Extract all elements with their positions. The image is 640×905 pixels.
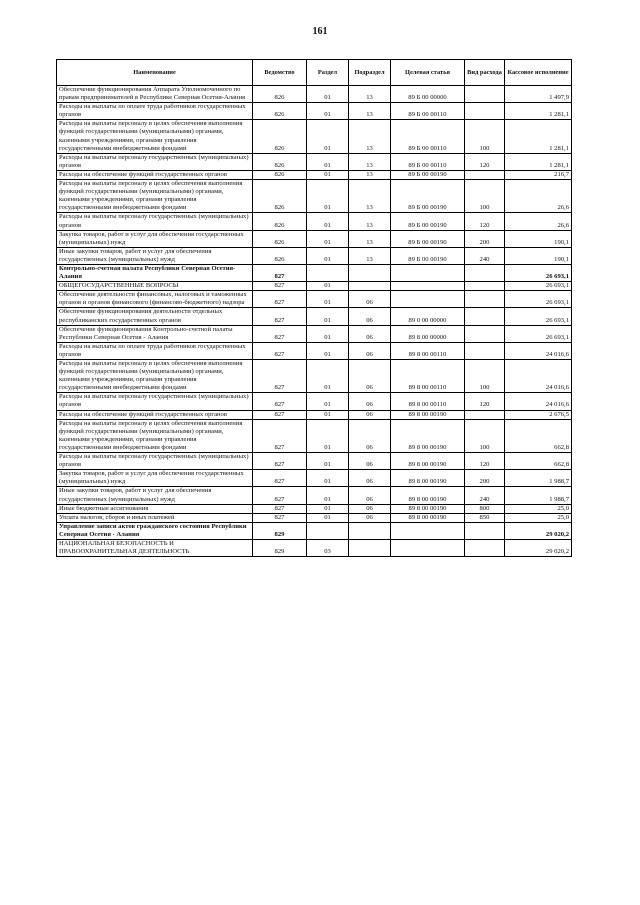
department-cell: 826 xyxy=(253,230,307,247)
expense-kind-cell xyxy=(465,291,505,308)
cash-execution-cell: 26 693,1 xyxy=(505,308,572,325)
department-cell: 826 xyxy=(253,170,307,179)
cash-execution-cell: 25,0 xyxy=(505,513,572,522)
row-name-cell: Иные бюджетные ассигнования xyxy=(57,504,253,513)
department-cell: 827 xyxy=(253,504,307,513)
subsection-cell: 06 xyxy=(349,487,391,504)
target-article-cell: 89 8 00 00000 xyxy=(391,325,465,342)
target-article-cell xyxy=(391,282,465,291)
section-cell: 01 xyxy=(307,86,349,103)
department-cell: 827 xyxy=(253,453,307,470)
cash-execution-cell: 2 676,5 xyxy=(505,410,572,419)
department-cell: 827 xyxy=(253,487,307,504)
section-cell: 01 xyxy=(307,419,349,452)
department-cell: 826 xyxy=(253,153,307,170)
section-cell: 01 xyxy=(307,308,349,325)
department-cell: 827 xyxy=(253,325,307,342)
cash-execution-cell: 1 281,1 xyxy=(505,120,572,153)
target-article-cell: 89 8 00 00190 xyxy=(391,410,465,419)
target-article-cell: 89 8 00 00110 xyxy=(391,393,465,410)
row-name-cell: Закупка товаров, работ и услуг для обеспечения государственных (муниципальных) нужд xyxy=(57,230,253,247)
target-article-cell: 89 Б 00 00190 xyxy=(391,170,465,179)
target-article-cell: 89 Б 00 00190 xyxy=(391,247,465,264)
target-article-cell: 89 Б 00 00110 xyxy=(391,120,465,153)
section-cell: 01 xyxy=(307,180,349,213)
section-cell: 01 xyxy=(307,453,349,470)
row-name-cell: Расходы на выплаты персоналу в целях обеспечения выполнения функций государственными (муниципальными) органами, казенными учреждениями, органами управления государственными внебюджетными фондами xyxy=(57,419,253,452)
section-cell: 01 xyxy=(307,470,349,487)
target-article-cell: 89 8 00 00190 xyxy=(391,470,465,487)
department-cell: 826 xyxy=(253,180,307,213)
row-name-cell: Расходы на выплаты по оплате труда работников государственных органов xyxy=(57,342,253,359)
department-cell: 827 xyxy=(253,513,307,522)
subsection-cell: 06 xyxy=(349,513,391,522)
subsection-cell: 13 xyxy=(349,213,391,230)
row-name-cell: Расходы на выплаты персоналу государственных (муниципальных) органов xyxy=(57,153,253,170)
row-name-cell: НАЦИОНАЛЬНАЯ БЕЗОПАСНОСТЬ И ПРАВООХРАНИТЕЛЬНАЯ ДЕЯТЕЛЬНОСТЬ xyxy=(57,539,253,556)
section-cell: 01 xyxy=(307,513,349,522)
department-cell: 827 xyxy=(253,360,307,393)
table-row xyxy=(57,308,572,325)
expense-kind-cell: 200 xyxy=(465,230,505,247)
table-row xyxy=(57,513,572,522)
subsection-cell: 06 xyxy=(349,504,391,513)
subsection-cell: 06 xyxy=(349,419,391,452)
cash-execution-cell: 26 693,1 xyxy=(505,264,572,281)
cash-execution-cell: 662,8 xyxy=(505,453,572,470)
expense-kind-cell xyxy=(465,522,505,539)
table-row xyxy=(57,453,572,470)
cash-execution-cell: 25,0 xyxy=(505,504,572,513)
department-cell: 826 xyxy=(253,86,307,103)
subsection-cell: 13 xyxy=(349,86,391,103)
department-cell: 826 xyxy=(253,247,307,264)
cash-execution-cell: 26,6 xyxy=(505,180,572,213)
table-row xyxy=(57,180,572,213)
header-target-article: Целевая статья xyxy=(391,60,465,86)
target-article-cell: 89 Б 00 00110 xyxy=(391,153,465,170)
row-name-cell: Управление записи актов гражданского состояния Республики Северная Осетия - Алания xyxy=(57,522,253,539)
subsection-cell: 13 xyxy=(349,153,391,170)
department-cell: 827 xyxy=(253,291,307,308)
table-row xyxy=(57,470,572,487)
expense-kind-cell: 800 xyxy=(465,504,505,513)
table-row xyxy=(57,360,572,393)
subsection-cell: 06 xyxy=(349,291,391,308)
cash-execution-cell: 24 016,6 xyxy=(505,360,572,393)
cash-execution-cell: 1 281,1 xyxy=(505,103,572,120)
cash-execution-cell: 1 988,7 xyxy=(505,487,572,504)
cash-execution-cell: 190,1 xyxy=(505,230,572,247)
target-article-cell: 89 0 00 00000 xyxy=(391,308,465,325)
cash-execution-cell: 26,6 xyxy=(505,213,572,230)
table-row xyxy=(57,103,572,120)
table-row xyxy=(57,247,572,264)
cash-execution-cell: 216,7 xyxy=(505,170,572,179)
row-name-cell: Расходы на выплаты персоналу в целях обеспечения выполнения функций государственными (муниципальными) органами, казенными учреждениями, органами управления государственными внебюджетными фондами xyxy=(57,180,253,213)
section-cell: 01 xyxy=(307,393,349,410)
row-name-cell: ОБЩЕГОСУДАРСТВЕННЫЕ ВОПРОСЫ xyxy=(57,282,253,291)
row-name-cell: Расходы на выплаты персоналу государственных (муниципальных) органов xyxy=(57,393,253,410)
row-name-cell: Уплата налогов, сборов и иных платежей xyxy=(57,513,253,522)
department-cell: 829 xyxy=(253,539,307,556)
target-article-cell: 89 8 00 00190 xyxy=(391,419,465,452)
subsection-cell xyxy=(349,539,391,556)
table-row xyxy=(57,153,572,170)
department-cell: 829 xyxy=(253,522,307,539)
target-article-cell xyxy=(391,539,465,556)
expense-kind-cell: 100 xyxy=(465,180,505,213)
department-cell: 827 xyxy=(253,308,307,325)
target-article-cell xyxy=(391,291,465,308)
target-article-cell: 89 Б 00 00190 xyxy=(391,213,465,230)
subsection-cell: 06 xyxy=(349,308,391,325)
table-row xyxy=(57,522,572,539)
section-cell: 01 xyxy=(307,153,349,170)
cash-execution-cell: 24 016,6 xyxy=(505,393,572,410)
section-cell xyxy=(307,522,349,539)
table-row xyxy=(57,213,572,230)
table-row xyxy=(57,120,572,153)
section-cell: 01 xyxy=(307,170,349,179)
cash-execution-cell: 26 693,1 xyxy=(505,291,572,308)
cash-execution-cell: 1 497,9 xyxy=(505,86,572,103)
table-row xyxy=(57,282,572,291)
header-subsection: Подраздел xyxy=(349,60,391,86)
header-department: Ведомство xyxy=(253,60,307,86)
row-name-cell: Расходы на обеспечение функций государственных органов xyxy=(57,170,253,179)
expense-kind-cell: 100 xyxy=(465,419,505,452)
department-cell: 827 xyxy=(253,282,307,291)
department-cell: 827 xyxy=(253,410,307,419)
table-row xyxy=(57,539,572,556)
section-cell: 01 xyxy=(307,325,349,342)
row-name-cell: Иные закупки товаров, работ и услуг для обеспечения государственных (муниципальных) нужд xyxy=(57,247,253,264)
target-article-cell: 89 Б 00 00110 xyxy=(391,103,465,120)
row-name-cell: Расходы на обеспечение функций государственных органов xyxy=(57,410,253,419)
subsection-cell: 06 xyxy=(349,410,391,419)
department-cell: 826 xyxy=(253,213,307,230)
subsection-cell: 06 xyxy=(349,393,391,410)
subsection-cell: 13 xyxy=(349,180,391,213)
section-cell: 01 xyxy=(307,342,349,359)
row-name-cell: Расходы на выплаты по оплате труда работников государственных органов xyxy=(57,103,253,120)
expense-kind-cell: 240 xyxy=(465,247,505,264)
expense-kind-cell: 120 xyxy=(465,453,505,470)
table-header-row xyxy=(57,60,572,86)
department-cell: 827 xyxy=(253,342,307,359)
target-article-cell xyxy=(391,264,465,281)
section-cell: 01 xyxy=(307,282,349,291)
target-article-cell: 89 8 00 00190 xyxy=(391,504,465,513)
section-cell: 01 xyxy=(307,120,349,153)
table-body xyxy=(57,86,572,557)
department-cell: 827 xyxy=(253,470,307,487)
row-name-cell: Закупка товаров, работ и услуг для обеспечения государственных (муниципальных) нужд xyxy=(57,470,253,487)
cash-execution-cell: 24 016,6 xyxy=(505,342,572,359)
expense-kind-cell xyxy=(465,325,505,342)
table-row xyxy=(57,291,572,308)
department-cell: 826 xyxy=(253,103,307,120)
expense-kind-cell: 120 xyxy=(465,213,505,230)
subsection-cell xyxy=(349,282,391,291)
cash-execution-cell: 662,8 xyxy=(505,419,572,452)
department-cell: 827 xyxy=(253,264,307,281)
table-row xyxy=(57,230,572,247)
row-name-cell: Расходы на выплаты персоналу в целях обеспечения выполнения функций государственными (муниципальными) органами, казенными учреждениями, органами управления государственными внебюджетными фондами xyxy=(57,120,253,153)
subsection-cell: 13 xyxy=(349,120,391,153)
header-cash-execution: Кассовое исполнение xyxy=(505,60,572,86)
subsection-cell: 13 xyxy=(349,247,391,264)
row-name-cell: Обеспечение функционирования деятельности отдельных республиканских государственных органов xyxy=(57,308,253,325)
header-section: Раздел xyxy=(307,60,349,86)
expense-kind-cell: 850 xyxy=(465,513,505,522)
subsection-cell: 06 xyxy=(349,360,391,393)
section-cell: 01 xyxy=(307,487,349,504)
target-article-cell: 89 Б 00 00000 xyxy=(391,86,465,103)
row-name-cell: Расходы на выплаты персоналу государственных (муниципальных) органов xyxy=(57,453,253,470)
section-cell: 01 xyxy=(307,213,349,230)
target-article-cell: 89 8 00 00110 xyxy=(391,342,465,359)
table-row xyxy=(57,86,572,103)
expense-kind-cell: 200 xyxy=(465,470,505,487)
section-cell: 01 xyxy=(307,230,349,247)
expense-kind-cell xyxy=(465,342,505,359)
subsection-cell xyxy=(349,264,391,281)
subsection-cell: 06 xyxy=(349,470,391,487)
expense-kind-cell xyxy=(465,103,505,120)
target-article-cell: 89 8 00 00110 xyxy=(391,360,465,393)
expense-kind-cell xyxy=(465,264,505,281)
subsection-cell: 06 xyxy=(349,325,391,342)
subsection-cell: 13 xyxy=(349,170,391,179)
expense-kind-cell xyxy=(465,86,505,103)
page-number: 161 xyxy=(312,26,328,37)
section-cell: 03 xyxy=(307,539,349,556)
section-cell: 01 xyxy=(307,410,349,419)
subsection-cell: 06 xyxy=(349,342,391,359)
section-cell xyxy=(307,264,349,281)
cash-execution-cell: 26 693,1 xyxy=(505,325,572,342)
expense-kind-cell xyxy=(465,539,505,556)
table-row xyxy=(57,325,572,342)
expense-kind-cell: 100 xyxy=(465,360,505,393)
table-row xyxy=(57,419,572,452)
expense-kind-cell: 240 xyxy=(465,487,505,504)
department-cell: 827 xyxy=(253,419,307,452)
expense-kind-cell: 120 xyxy=(465,393,505,410)
section-cell: 01 xyxy=(307,103,349,120)
table-row xyxy=(57,504,572,513)
subsection-cell: 13 xyxy=(349,230,391,247)
expense-kind-cell xyxy=(465,308,505,325)
expense-kind-cell: 120 xyxy=(465,153,505,170)
cash-execution-cell: 26 693,1 xyxy=(505,282,572,291)
cash-execution-cell: 1 988,7 xyxy=(505,470,572,487)
section-cell: 01 xyxy=(307,247,349,264)
target-article-cell: 89 Б 00 00190 xyxy=(391,180,465,213)
subsection-cell: 13 xyxy=(349,103,391,120)
row-name-cell: Расходы на выплаты персоналу в целях обеспечения выполнения функций государственными (муниципальными) органами, казенными учреждениями, органами управления государственными внебюджетными фондами xyxy=(57,360,253,393)
target-article-cell: 89 Б 00 00190 xyxy=(391,230,465,247)
subsection-cell xyxy=(349,522,391,539)
table-row xyxy=(57,170,572,179)
subsection-cell: 06 xyxy=(349,453,391,470)
section-cell: 01 xyxy=(307,504,349,513)
budget-table xyxy=(56,59,572,557)
expense-kind-cell: 100 xyxy=(465,120,505,153)
row-name-cell: Обеспечение деятельности финансовых, налоговых и таможенных органов и органов финансового (финансово-бюджетного) надзора xyxy=(57,291,253,308)
table-row xyxy=(57,342,572,359)
target-article-cell: 89 8 00 00190 xyxy=(391,453,465,470)
cash-execution-cell: 190,1 xyxy=(505,247,572,264)
row-name-cell: Иные закупки товаров, работ и услуг для обеспечения государственных (муниципальных) нужд xyxy=(57,487,253,504)
department-cell: 826 xyxy=(253,120,307,153)
target-article-cell: 89 8 00 00190 xyxy=(391,487,465,504)
table-row xyxy=(57,487,572,504)
table-row xyxy=(57,264,572,281)
target-article-cell xyxy=(391,522,465,539)
section-cell: 01 xyxy=(307,291,349,308)
row-name-cell: Обеспечение функционирования Аппарата Уполномоченного по правам предпринимателей в Республике Северная Осетия-Алания xyxy=(57,86,253,103)
department-cell: 827 xyxy=(253,393,307,410)
table-row xyxy=(57,393,572,410)
expense-kind-cell xyxy=(465,282,505,291)
row-name-cell: Контрольно-счетная палата Республики Северная Осетия-Алания xyxy=(57,264,253,281)
cash-execution-cell: 1 281,1 xyxy=(505,153,572,170)
cash-execution-cell: 29 020,2 xyxy=(505,539,572,556)
header-expense-kind: Вид расхода xyxy=(465,60,505,86)
cash-execution-cell: 29 020,2 xyxy=(505,522,572,539)
row-name-cell: Обеспечение функционирования Контрольно-счетной палаты Республики Северная Осетия - Алания xyxy=(57,325,253,342)
section-cell: 01 xyxy=(307,360,349,393)
table-row xyxy=(57,410,572,419)
row-name-cell: Расходы на выплаты персоналу государственных (муниципальных) органов xyxy=(57,213,253,230)
expense-kind-cell xyxy=(465,170,505,179)
expense-kind-cell xyxy=(465,410,505,419)
target-article-cell: 89 8 00 00190 xyxy=(391,513,465,522)
header-name: Наименование xyxy=(57,60,253,86)
